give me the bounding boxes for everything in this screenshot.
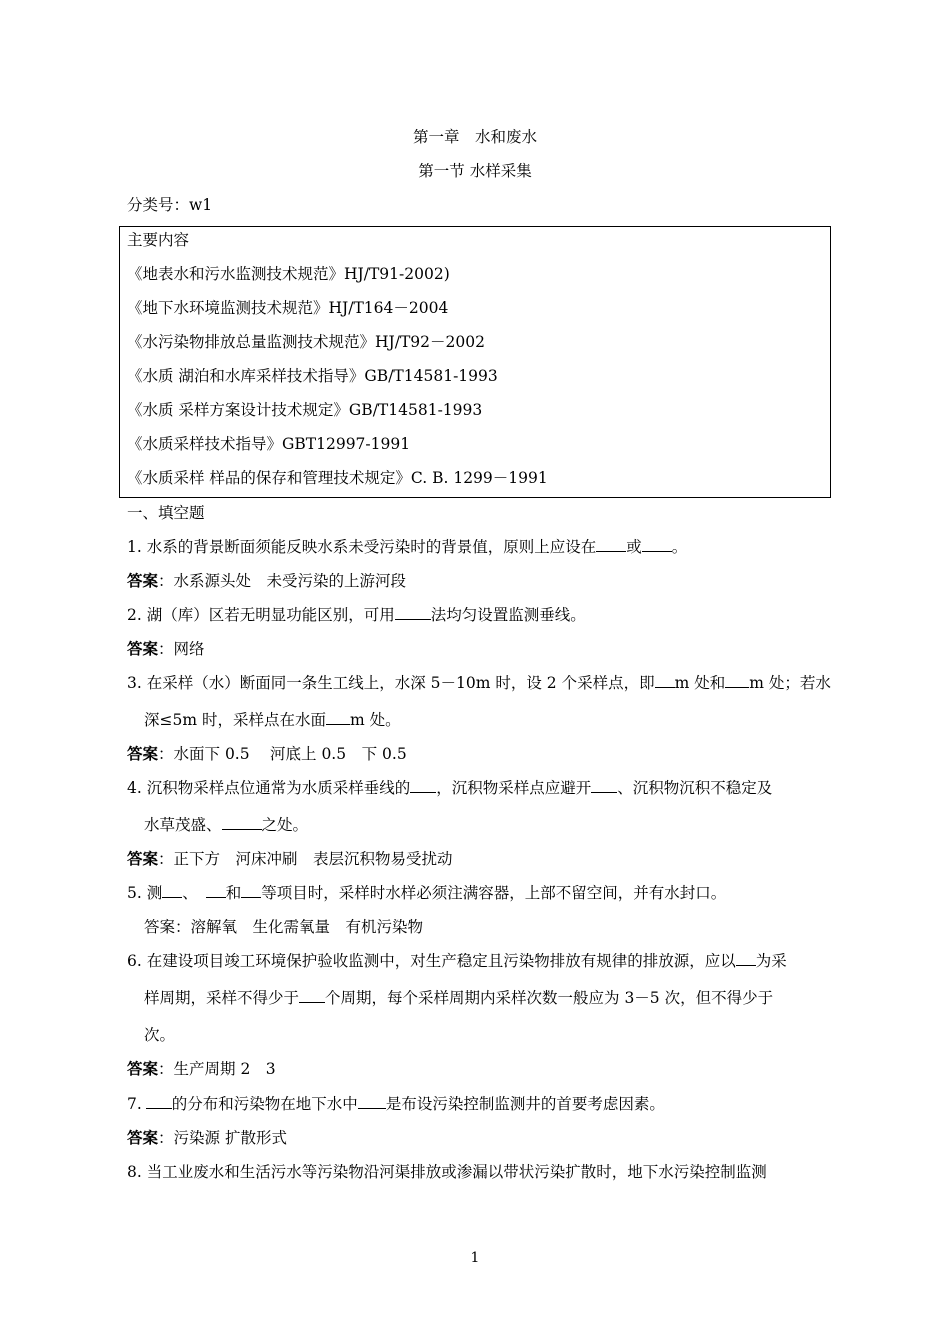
question-6-line-3: 次。 xyxy=(144,1026,176,1044)
blank xyxy=(591,778,617,793)
blank xyxy=(642,537,672,552)
blank xyxy=(358,1094,386,1109)
contents-item: 《水质采样 样品的保存和管理技术规定》C. B. 1299－1991 xyxy=(127,469,548,487)
contents-item: 《水质 采样方案设计技术规定》GB/T14581-1993 xyxy=(127,401,483,419)
blank xyxy=(146,1094,172,1109)
answer-label: 答案 xyxy=(127,744,159,763)
answer-5: 答案：溶解氧 生化需氧量 有机污染物 xyxy=(144,918,424,936)
question-4: 4. 沉积物采样点位通常为水质采样垂线的 ，沉积物采样点应避开 、沉积物沉积不稳定及 xyxy=(127,779,773,797)
answer-6: 答案：生产周期 2 3 xyxy=(127,1059,276,1078)
question-6-line-2: 样周期，采样不得少于 个周期，每个采样周期内采样次数一般应为 3－5 次，但不得少于 xyxy=(144,989,774,1007)
answer-label: 答案 xyxy=(127,1128,159,1147)
contents-item: 《水质采样技术指导》GBT12997-1991 xyxy=(127,435,411,453)
answer-7: 答案：污染源 扩散形式 xyxy=(127,1128,287,1147)
blank xyxy=(395,605,431,620)
answer-2: 答案：网络 xyxy=(127,639,205,658)
question-6: 6. 在建设项目竣工环境保护验收监测中，对生产稳定且污染物排放有规律的排放源，应以 为采 xyxy=(127,952,787,970)
question-3: 3. 在采样（水）断面同一条生工线上，水深 5－10m 时，设 2 个采样点，即 m 处和 m 处；若水 xyxy=(127,674,831,692)
blank xyxy=(326,710,350,725)
blank xyxy=(299,988,325,1003)
question-8: 8. 当工业废水和生活污水等污染物沿河渠排放或渗漏以带状污染扩散时，地下水污染控制监测 xyxy=(127,1163,767,1181)
answer-label: 答案 xyxy=(127,639,159,658)
answer-label: 答案 xyxy=(127,849,159,868)
question-4-line-2: 水草茂盛、 之处。 xyxy=(144,816,309,834)
blank xyxy=(596,537,626,552)
blank xyxy=(162,883,182,898)
contents-item: 《地表水和污水监测技术规范》HJ/T91-2002) xyxy=(127,265,450,283)
question-3-line-2: 深≤5m 时，采样点在水面 m 处。 xyxy=(144,711,401,729)
answer-label: 答案 xyxy=(127,571,159,590)
blank xyxy=(655,673,675,688)
blank xyxy=(725,673,749,688)
section-heading: 一、填空题 xyxy=(127,504,205,522)
blank xyxy=(736,951,756,966)
contents-item: 《水质 湖泊和水库采样技术指导》GB/T14581-1993 xyxy=(127,367,498,385)
answer-4: 答案：正下方 河床冲刷 表层沉积物易受扰动 xyxy=(127,849,453,868)
blank xyxy=(410,778,436,793)
classification-number: 分类号：w1 xyxy=(127,196,213,214)
blank xyxy=(222,815,262,830)
chapter-title: 第一章 水和废水 xyxy=(412,128,537,146)
answer-1: 答案：水系源头处 未受污染的上游河段 xyxy=(127,571,407,590)
question-1: 1. 水系的背景断面须能反映水系未受污染时的背景值，原则上应设在 或 。 xyxy=(127,538,688,556)
blank xyxy=(241,883,261,898)
answer-3: 答案：水面下 0.5 河底上 0.5 下 0.5 xyxy=(127,744,407,763)
section-title: 第一节 水样采集 xyxy=(418,162,532,180)
answer-label: 答案 xyxy=(127,1059,159,1078)
contents-item: 《水污染物排放总量监测技术规范》HJ/T92－2002 xyxy=(127,333,485,351)
question-5: 5. 测 、 和 等项目时，采样时水样必须注满容器，上部不留空间，并有水封口。 xyxy=(127,884,727,902)
question-7: 7. 的分布和污染物在地下水中 是布设污染控制监测井的首要考虑因素。 xyxy=(127,1095,665,1113)
question-2: 2. 湖（库）区若无明显功能区别，可用 法均匀设置监测垂线。 xyxy=(127,606,586,624)
page-number: 1 xyxy=(470,1250,480,1266)
contents-box-title: 主要内容 xyxy=(127,231,190,249)
contents-item: 《地下水环境监测技术规范》HJ/T164－2004 xyxy=(127,299,449,317)
blank xyxy=(206,883,226,898)
